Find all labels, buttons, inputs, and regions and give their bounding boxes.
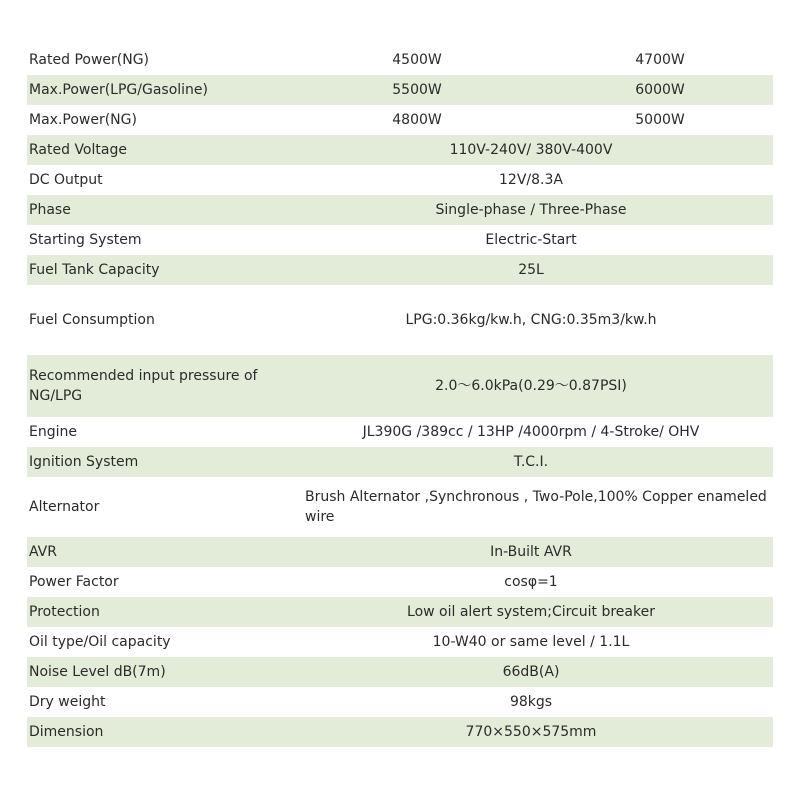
spec-value: 12V/8.3A xyxy=(499,172,563,188)
spec-value: 10-W40 or same level / 1.1L xyxy=(432,634,630,650)
spec-value-model-a: 4500W xyxy=(392,52,442,68)
spec-row xyxy=(27,225,773,255)
spec-label: Fuel Tank Capacity xyxy=(27,255,287,285)
spec-row xyxy=(27,417,773,447)
spec-label: Max.Power(LPG/Gasoline) xyxy=(27,75,287,105)
spec-row xyxy=(27,355,773,417)
spec-label: Max.Power(NG) xyxy=(29,112,137,128)
spec-label: Protection xyxy=(27,597,287,627)
spec-value-model-a: 4800W xyxy=(392,112,442,128)
spec-value: Electric-Start xyxy=(485,232,577,248)
spec-label: Recommended input pressure of NG/LPG xyxy=(27,355,287,417)
spec-value: LPG:0.36kg/kw.h, CNG:0.35m3/kw.h xyxy=(405,312,657,328)
spec-row xyxy=(27,447,773,477)
spec-label: Ignition System xyxy=(27,447,287,477)
spec-label: Rated Voltage xyxy=(27,135,287,165)
spec-label: AVR xyxy=(27,537,287,567)
spec-label: Dry weight xyxy=(29,694,106,710)
spec-label: Dimension xyxy=(27,717,287,747)
spec-row xyxy=(27,75,773,105)
spec-label: Fuel Consumption xyxy=(29,312,155,328)
spec-value: 25L xyxy=(287,255,773,285)
spec-row xyxy=(27,597,773,627)
spec-value: 2.0～6.0kPa(0.29～0.87PSI) xyxy=(287,355,773,417)
spec-row xyxy=(27,285,773,355)
spec-row xyxy=(27,537,773,567)
spec-row xyxy=(27,135,773,165)
spec-row xyxy=(27,687,773,717)
spec-value: 770×550×575mm xyxy=(287,717,773,747)
spec-value: 98kgs xyxy=(509,694,553,710)
spec-row xyxy=(27,477,773,537)
spec-value: cosφ=1 xyxy=(504,574,558,590)
spec-row xyxy=(27,165,773,195)
spec-table-body xyxy=(27,45,773,747)
spec-value: 66dB(A) xyxy=(287,657,773,687)
spec-value-model-b: 4700W xyxy=(635,52,685,68)
spec-row xyxy=(27,567,773,597)
spec-row xyxy=(27,45,773,75)
spec-value: Brush Alternator ,Synchronous , Two-Pole,100% Copper enameled wire xyxy=(305,489,767,525)
spec-row xyxy=(27,255,773,285)
spec-label: Oil type/Oil capacity xyxy=(29,634,171,650)
spec-label: Alternator xyxy=(29,499,100,515)
spec-label: Rated Power(NG) xyxy=(29,52,150,68)
spec-value: Low oil alert system;Circuit breaker xyxy=(287,597,773,627)
spec-value-model-a: 5500W xyxy=(287,75,545,105)
spec-label: Power Factor xyxy=(29,574,119,590)
spec-row xyxy=(27,627,773,657)
spec-row xyxy=(27,105,773,135)
spec-value: 110V-240V/ 380V-400V xyxy=(287,135,773,165)
spec-label: Starting System xyxy=(29,232,142,248)
spec-value: T.C.I. xyxy=(287,447,773,477)
spec-value: In-Built AVR xyxy=(287,537,773,567)
spec-label: Phase xyxy=(27,195,287,225)
spec-row xyxy=(27,717,773,747)
spec-value-model-b: 5000W xyxy=(635,112,685,128)
spec-row xyxy=(27,657,773,687)
spec-value-model-b: 6000W xyxy=(545,75,773,105)
spec-table xyxy=(27,45,773,747)
spec-label: Noise Level dB(7m) xyxy=(27,657,287,687)
spec-value: JL390G /389cc / 13HP /4000rpm / 4-Stroke/ OHV xyxy=(362,424,700,440)
spec-value: Single-phase / Three-Phase xyxy=(287,195,773,225)
spec-label: DC Output xyxy=(29,172,103,188)
spec-row xyxy=(27,195,773,225)
spec-label: Engine xyxy=(29,424,77,440)
